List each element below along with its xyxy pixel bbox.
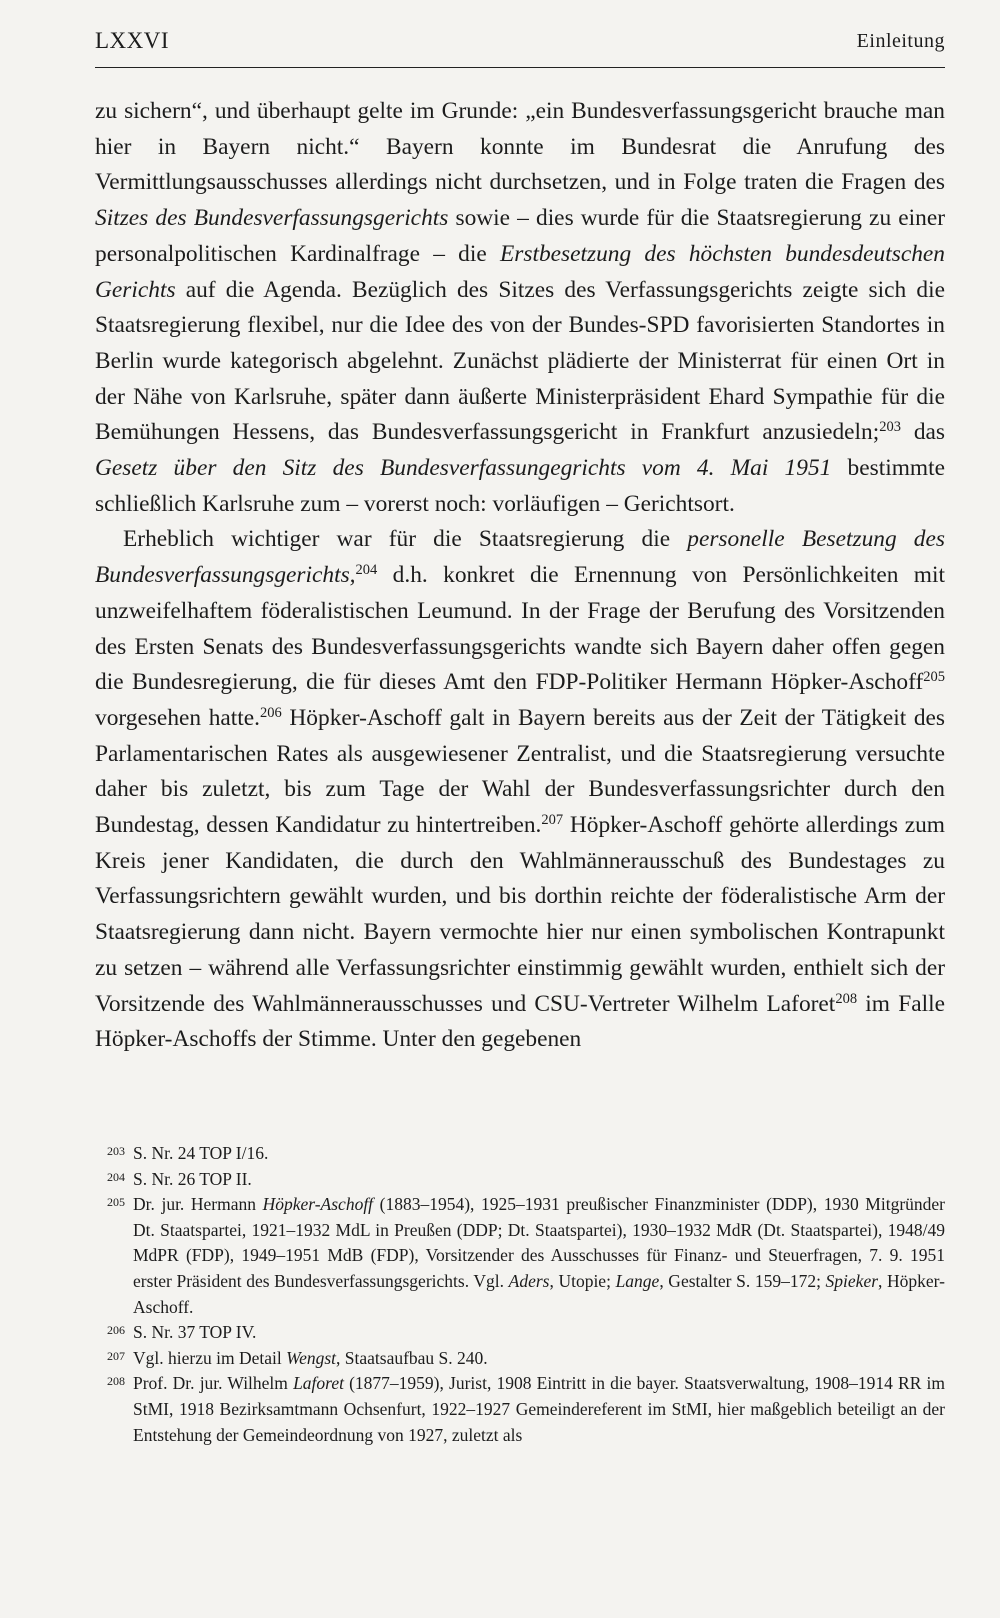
footnote-ref: 207: [541, 812, 564, 829]
text-run: vorgesehen hatte.: [95, 704, 261, 731]
footnote-ref: 204: [355, 562, 378, 579]
text-run: d.h. konkret die Ernennung von Persönlichkeiten mit unzweifelhaftem föderalistischen Leumund. In der Frage der Berufung des Vorsitzenden des Ersten Senats des Bundesverfassungsgerichts wandte sich Bayern daher offen gegen die Bundesregierung, die für dieses Amt den FDP-Politiker Hermann Höpker-Aschoff: [95, 562, 945, 696]
italic-text: Höpker-Aschoff: [262, 1194, 374, 1215]
text-run: S. Nr. 26 TOP II.: [133, 1168, 252, 1189]
footnote-text: [133, 1371, 945, 1448]
footnote-text: [133, 1167, 945, 1193]
footnote-ref: 206: [260, 704, 282, 721]
text-run: Erheblich wichtiger war für die Staatsregierung die: [123, 526, 688, 553]
text-run: , Utopie;: [549, 1270, 616, 1291]
footnote-number: 206: [107, 1323, 125, 1338]
text-run: S. Nr. 24 TOP I/16.: [133, 1143, 269, 1163]
footnote-text: [133, 1141, 945, 1167]
italic-text: Aders: [508, 1270, 550, 1291]
paragraph: [95, 522, 945, 1058]
text-run: sowie – dies wurde für die Staatsregierung zu einer personalpolitischen Kardinalfrage – die: [95, 205, 945, 267]
italic-text: Wengst: [286, 1347, 337, 1368]
italic-text: Erstbesetzung des höchsten bundesdeutschen Gerichts: [95, 240, 946, 303]
text-run: Prof. Dr. jur. Wilhelm: [133, 1373, 294, 1394]
footnote-number: 205: [107, 1195, 125, 1210]
page-number: LXXVI: [95, 28, 170, 53]
italic-text: Gesetz über den Sitz des Bundesverfassungegrichts vom 4. Mai 1951: [95, 455, 832, 482]
italic-text: personelle Besetzung des Bundesverfassungsgerichts,: [95, 526, 945, 589]
footnote-number: 203: [107, 1144, 125, 1158]
section-title: Einleitung: [856, 30, 945, 52]
text-run: bestimmte schließlich Karlsruhe zum – vorerst noch: vorläufigen – Gerichtsort.: [95, 455, 945, 517]
text-run: auf die Agenda. Bezüglich des Sitzes des Verfassungsgerichts zeigte sich die Staatsregierung flexibel, nur die Idee des von der Bundes-SPD favorisierten Standortes in Berlin wurde kategorisch abgelehnt. Zunächst plädierte der Ministerrat für einen Ort in der Nähe von Karlsruhe, später dann äußerte Ministerpräsident Ehard Sympathie für die Bemühungen Hessens, das Bundesverfassungsgericht in Frankfurt anzusiedeln;: [95, 276, 945, 446]
italic-text: Lange: [615, 1270, 660, 1291]
body-text: [95, 94, 945, 1058]
text-run: das: [901, 419, 946, 446]
text-run: , Gestalter S. 159–172;: [659, 1270, 826, 1291]
text-run: Höpker-Aschoff galt in Bayern bereits aus der Zeit der Tätigkeit des Parlamentarischen Rates als ausgewiesener Zentralist, und die Staatsregierung versuchte daher bis zuletzt, bis zum Tage der Wahl der Bundesverfassungsrichter durch den Bundestag, dessen Kandidatur zu hintertreiben.: [95, 704, 945, 839]
footnote-text: [133, 1320, 945, 1346]
text-run: , Höpker-Aschoff.: [133, 1270, 945, 1317]
italic-text: Laforet: [293, 1373, 344, 1394]
footnote: [95, 1371, 945, 1448]
text-run: S. Nr. 37 TOP IV.: [133, 1322, 257, 1343]
paragraph: [95, 94, 945, 522]
footnote-number: 204: [107, 1169, 125, 1184]
running-head: [95, 28, 945, 62]
footnote-ref: 203: [879, 419, 902, 436]
footnote-ref: 205: [923, 669, 945, 686]
text-run: Höpker-Aschoff gehörte allerdings zum Kreis jener Kandidaten, die durch den Wahlmännerausschuß des Bundestages zu Verfassungsrichtern gewählt wurden, und bis dorthin reichte der föderalistische Arm der Staatsregierung dann nicht. Bayern vermochte hier nur einen symbolischen Kontrapunkt zu setzen – während alle Verfassungsrichter einstimmig gewählt wurden, enthielt sich der Vorsitzende des Wahlmännerausschusses und CSU-Vertreter Wilhelm Laforet: [95, 812, 945, 1017]
text-run: zu sichern“, und überhaupt gelte im Grunde: „ein Bundesverfassungsgericht brauche man hier in Bayern nicht.“ Bayern konnte im Bundesrat die Anrufung des Vermittlungsausschusses allerdings nicht durchsetzen, und in Folge traten die Fragen des: [95, 98, 945, 196]
footnote: [95, 1320, 945, 1346]
footnote-number: 207: [107, 1348, 125, 1363]
italic-text: Spieker: [825, 1270, 879, 1291]
text-run: im Falle Höpker-Aschoffs der Stimme. Unter den gegebenen: [95, 990, 945, 1053]
footnote-ref: 208: [835, 990, 858, 1007]
text-run: Vgl. hierzu im Detail: [133, 1347, 287, 1368]
footnote: [95, 1346, 945, 1372]
footnote: [95, 1141, 945, 1167]
italic-text: Sitzes des Bundesverfassungsgerichts: [95, 205, 449, 232]
text-run: , Staatsaufbau S. 240.: [336, 1347, 488, 1368]
footnote: [95, 1192, 945, 1320]
footnote-text: [133, 1346, 945, 1372]
footnotes: [95, 1141, 945, 1448]
footnote-number: 208: [107, 1374, 125, 1389]
text-run: (1877–1959), Jurist, 1908 Eintritt in die bayer. Staatsverwaltung, 1908–1914 RR im StMI, 1918 Bezirksamtmann Ochsenfurt, 1922–1927 Gemeindereferent im StMI, hier maßgeblich beteiligt an der Entstehung der Gemeindeordnung von 1927, zuletzt als: [133, 1373, 946, 1445]
text-run: (1883–1954), 1925–1931 preußischer Finanzminister (DDP), 1930 Mitgründer Dt. Staatspartei, 1921–1932 MdL in Preußen (DDP; Dt. Staatspartei), 1930–1932 MdR (Dt. Staatspartei), 1948/49 MdPR (FDP), 1949–1951 MdB (FDP), Vorsitzender des Ausschusses für Finanz- und Steuerfragen, 7. 9. 1951 erster Präsident des Bundesverfassungsgerichts. Vgl.: [133, 1194, 946, 1291]
text-run: Dr. jur. Hermann: [133, 1194, 263, 1215]
footnote: [95, 1167, 945, 1193]
footnote-text: [133, 1192, 945, 1320]
header-rule: [95, 67, 945, 68]
